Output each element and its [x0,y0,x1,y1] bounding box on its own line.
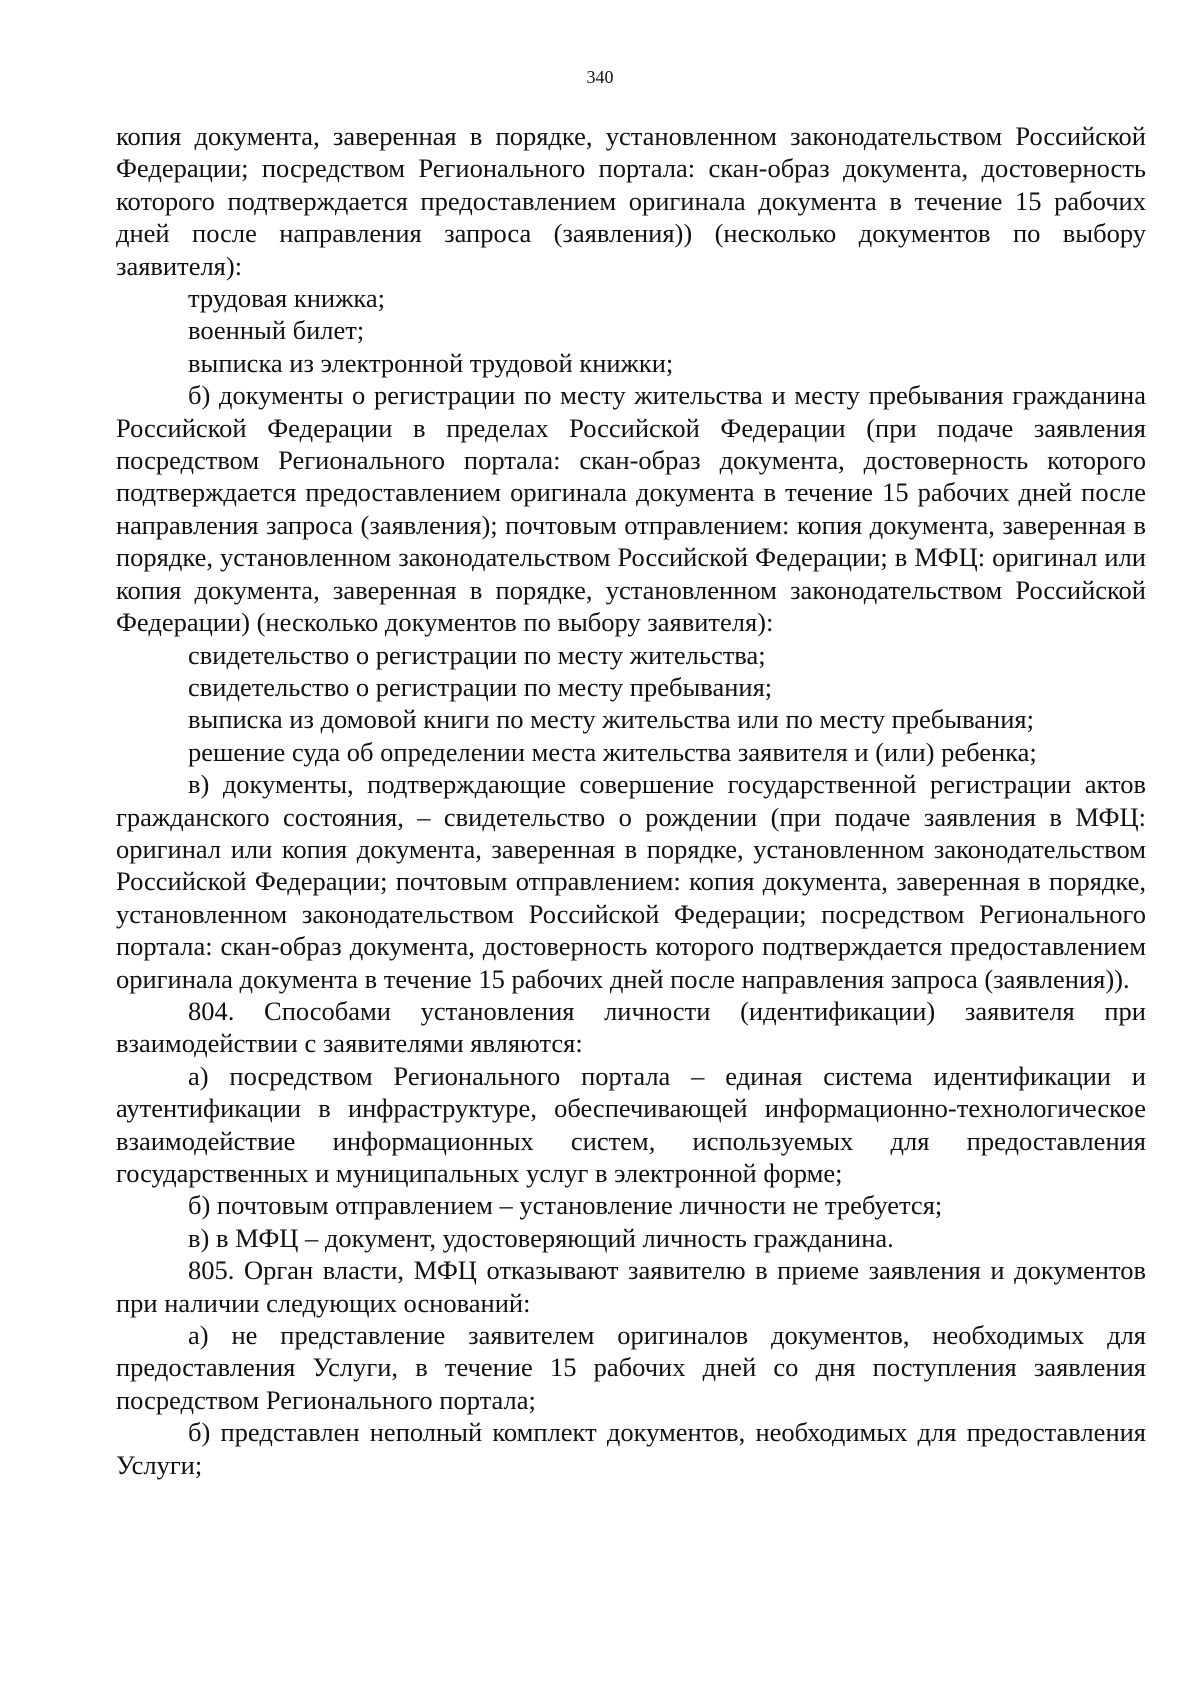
document-body [116,120,1146,1481]
paragraph-805: 805. Орган власти, МФЦ отказывают заявителю в приеме заявления и документов при наличии следующих оснований: [116,1255,1146,1318]
paragraph-805-item-b: б) представлен неполный комплект документов, необходимых для предоставления Услуги; [116,1417,1146,1480]
list-item-employment-record: трудовая книжка; [188,283,386,314]
list-item-residence-certificate: свидетельство о регистрации по месту жительства; [188,639,766,670]
list-item-military-id: военный билет; [188,315,365,346]
list-item-electronic-employment-record: выписка из электронной трудовой книжки; [188,347,674,378]
paragraph-804-item-v: в) в МФЦ – документ, удостоверяющий личность гражданина. [188,1222,894,1253]
paragraph-804-item-b: б) почтовым отправлением – установление личности не требуется; [188,1190,943,1221]
paragraph-continuation: копия документа, заверенная в порядке, установленном законодательством Российской Федерации; посредством Регионального портала: скан-образ документа, достоверность которого подтверждается предоставлением оригинала документа в течение 15 рабочих дней после направления запроса (заявления)) (несколько документов по выбору заявителя): [116,121,1146,281]
list-item-house-book-extract: выписка из домовой книги по месту жительства или по месту пребывания; [188,704,1034,735]
paragraph-805-item-a: а) не представление заявителем оригиналов документов, необходимых для предоставления Услуги, в течение 15 рабочих дней со дня поступления заявления посредством Регионального портала; [116,1320,1146,1415]
paragraph-804-item-a: а) посредством Регионального портала – единая система идентификации и аутентификации в инфраструктуре, обеспечивающей информационно-технологическое взаимодействие информационных систем, используемых для предоставления государственных и муниципальных услуг в электронной форме; [116,1060,1146,1188]
list-item-stay-certificate: свидетельство о регистрации по месту пребывания; [188,671,773,702]
paragraph-804: 804. Способами установления личности (идентификации) заявителя при взаимодействии с заявителями являются: [116,995,1146,1059]
paragraph-item-b-registration-documents: б) документы о регистрации по месту жительства и месту пребывания гражданина Российской Федерации в пределах Российской Федерации (при подаче заявления посредством Регионального портала: скан-образ документа, достоверность которого подтверждается предоставлением оригинала документа в течение 15 рабочих дней после направления запроса (заявления); почтовым отправлением: копия документа, заверенная в порядке, установленном законодательством Российской Федерации; в МФЦ: оригинал или копия документа, заверенная в порядке, установленном законодательством Российской Федерации) (несколько документов по выбору заявителя): [116,380,1146,638]
list-item-court-decision: решение суда об определении места жительства заявителя и (или) ребенка; [188,736,1037,767]
paragraph-item-v-civil-status-documents: в) документы, подтверждающие совершение государственной регистрации актов гражданского состояния, – свидетельство о рождении (при подаче заявления в МФЦ: оригинал или копия документа, заверенная в порядке, установленном законодательством Российской Федерации; почтовым отправлением: копия документа, заверенная в порядке, установленном законодательством Российской Федерации; посредством Регионального портала: скан-образ документа, достоверность которого подтверждается предоставлением оригинала документа в течение 15 рабочих дней после направления запроса (заявления)). [116,769,1146,994]
page-number: 340 [586,67,614,87]
